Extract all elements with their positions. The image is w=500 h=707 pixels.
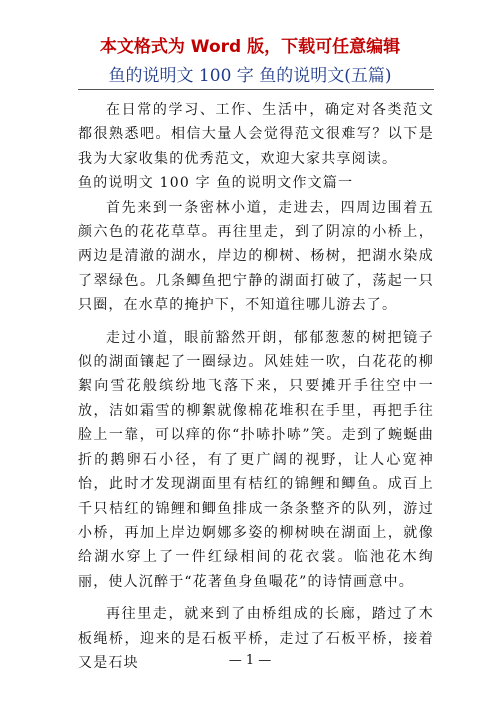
section-heading: 鱼的说明文 100 字 鱼的说明文作文篇一 xyxy=(78,175,354,192)
title-rule xyxy=(78,89,434,90)
document-body xyxy=(78,98,434,675)
page-number: — 1 — xyxy=(228,653,272,668)
body-paragraph: 首先来到一条密林小道，走进去，四周边围着五颜六色的花花草草。再往里走，到了阴凉的小桥上，两边是清澈的湖水，岸边的柳树、杨树，把湖水染成了翠绿色。几条鲫鱼把宁静的湖面打破了，荡起一只只圈，在水草的掩护下，不知道往哪儿游去了。 xyxy=(78,199,434,314)
body-paragraph: 再往里走，就来到了由桥组成的长廊，踏过了木板绳桥，迎来的是石板平桥，走过了石板平桥，接着又是石块 xyxy=(78,606,434,671)
intro-paragraph: 在日常的学习、工作、生活中，确定对各类范文都很熟悉吧。相信大量人会觉得范文很难写？以下是我为大家收集的优秀范文，欢迎大家共享阅读。 xyxy=(78,102,434,167)
body-paragraph: 走过小道，眼前豁然开朗，郁郁葱葱的树把镜子似的湖面镶起了一圈绿边。风娃娃一吹，白花花的柳絮向雪花般缤纷地飞落下来，只要摊开手往空中一放，洁如霜雪的柳絮就像棉花堆积在手里，再把手往脸上一靠，可以痒的你“扑哧扑哧”笑。走到了蜿蜒曲折的鹅卵石小径，有了更广阔的视野，让人心宽神怡，此时才发现湖面里有桔红的锦鲤和鲫鱼。成百上千只桔红的锦鲤和鲫鱼排成一条条整齐的队列，游过小桥，再加上岸边婀娜多姿的柳树映在湖面上，就像给湖水穿上了一件红绿相间的花衣裳。临池花木绚丽，使人沉醉于“花著鱼身鱼嘬花”的诗情画意中。 xyxy=(78,329,434,590)
download-banner: 本文格式为 Word 版，下载可任意编辑 xyxy=(99,37,401,57)
page-title: 鱼的说明文 100 字 鱼的说明文(五篇) xyxy=(108,66,392,86)
